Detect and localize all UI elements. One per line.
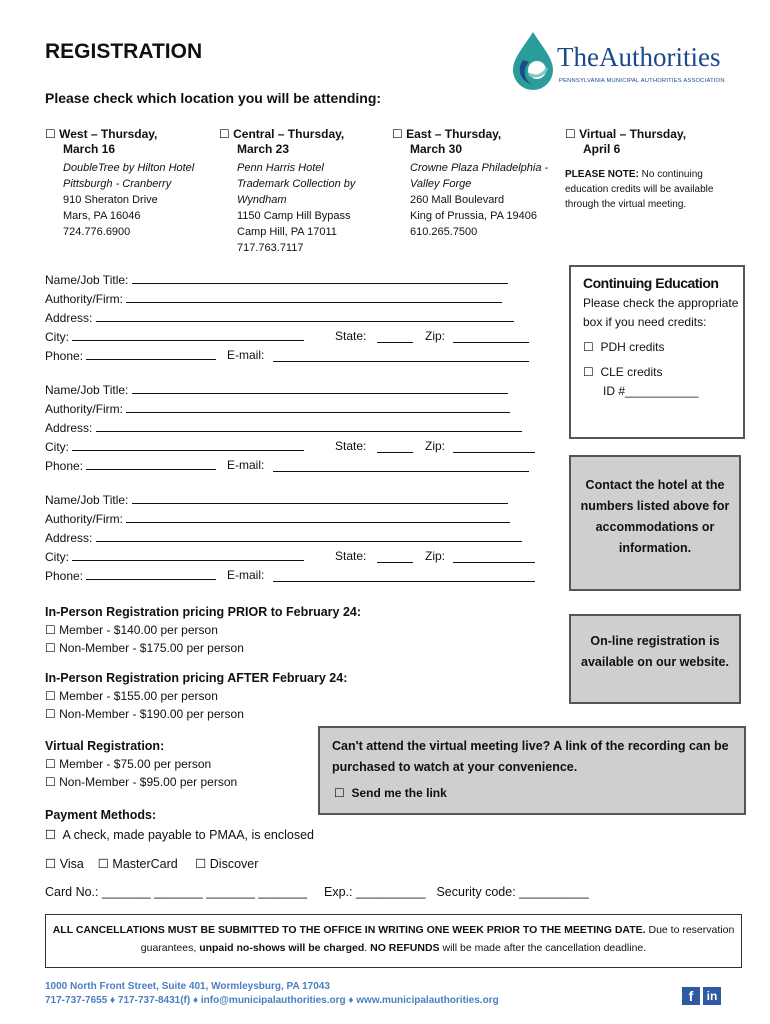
virtual-checkbox[interactable]: ☐ <box>565 127 576 141</box>
location-instruction: Please check which location you will be attending: <box>45 90 382 106</box>
city-label: City: <box>45 440 69 454</box>
location-east <box>392 127 562 240</box>
email-field[interactable] <box>273 348 529 362</box>
no-show-notice: unpaid no-shows will be charged <box>199 942 365 954</box>
pdh-label: PDH credits <box>600 340 665 354</box>
email-field[interactable] <box>273 568 535 582</box>
phone-label: Phone: <box>45 569 84 583</box>
authority-label: Authority/Firm: <box>45 402 124 416</box>
state-field[interactable] <box>377 439 413 453</box>
virtual-note: No continuing education credits will be available through the virtual meeting. <box>565 169 714 210</box>
central-hotel-sub2: Wyndham <box>237 194 287 206</box>
address-label: Address: <box>45 421 93 435</box>
continuing-education-box <box>569 265 745 439</box>
facebook-icon[interactable]: f <box>682 987 700 1005</box>
central-phone: 717.763.7117 <box>237 242 304 254</box>
ce-instructions: Please check the appropriate box if you need credits: <box>583 296 739 329</box>
zip-field[interactable] <box>453 329 529 343</box>
location-central <box>219 127 389 256</box>
location-virtual <box>565 127 740 212</box>
linkedin-icon[interactable]: in <box>703 987 721 1005</box>
address-field[interactable] <box>96 528 522 542</box>
address-label: Address: <box>45 531 93 545</box>
zip-field[interactable] <box>453 549 535 563</box>
central-hotel: Penn Harris Hotel <box>237 162 324 174</box>
phone-field[interactable] <box>86 346 216 360</box>
after-nonmember-label: Non-Member - $190.00 per person <box>59 707 244 721</box>
phone-field[interactable] <box>86 566 216 580</box>
prior-nonmember-label: Non-Member - $175.00 per person <box>59 641 244 655</box>
virtual-nonmember-checkbox[interactable]: ☐ <box>45 775 56 789</box>
email-label: E-mail: <box>227 458 265 472</box>
security-code-field[interactable]: Security code: __________ <box>436 885 589 899</box>
virtual-member-label: Member - $75.00 per person <box>59 757 212 771</box>
zip-label: Zip: <box>425 549 446 563</box>
name-label: Name/Job Title: <box>45 383 129 397</box>
central-hotel-sub: Trademark Collection by <box>237 178 356 190</box>
central-city: Camp Hill, PA 17011 <box>237 226 337 238</box>
payment-section <box>45 806 589 902</box>
zip-label: Zip: <box>425 329 446 343</box>
page-title: REGISTRATION <box>45 40 203 63</box>
check-label: A check, made payable to PMAA, is enclosed <box>62 828 315 842</box>
central-date: March 23 <box>237 142 290 156</box>
authority-field[interactable] <box>126 509 510 523</box>
authority-label: Authority/Firm: <box>45 292 124 306</box>
water-drop-icon <box>505 30 557 90</box>
logo-tagline: PENNSYLVANIA MUNICIPAL AUTHORITIES ASSOCIATION <box>559 78 725 84</box>
phone-label: Phone: <box>45 349 84 363</box>
state-field[interactable] <box>377 329 413 343</box>
cancellation-text-3: will be made after the cancellation deadline. <box>439 942 647 954</box>
cle-checkbox[interactable]: ☐ <box>583 365 594 379</box>
cancellation-policy: ALL CANCELLATIONS MUST BE SUBMITTED TO THE OFFICE IN WRITING ONE WEEK PRIOR TO THE MEETING DATE. <box>52 924 646 936</box>
footer-phone-email: 717-737-7655 ♦ 717-737-8431(f) ♦ info@municipalauthorities.org ♦ www.municipalauthorities.org <box>45 995 499 1006</box>
authority-field[interactable] <box>126 289 502 303</box>
attendee-form-1 <box>45 270 514 365</box>
discover-label: Discover <box>209 857 259 871</box>
send-link-checkbox[interactable]: ☐ <box>334 786 345 800</box>
authorities-logo <box>505 30 745 90</box>
logo-name: TheAuthorities <box>557 42 721 72</box>
east-phone: 610.265.7500 <box>410 226 478 238</box>
after-nonmember-checkbox[interactable]: ☐ <box>45 707 56 721</box>
west-checkbox[interactable]: ☐ <box>45 127 56 141</box>
name-label: Name/Job Title: <box>45 493 129 507</box>
phone-label: Phone: <box>45 459 84 473</box>
east-checkbox[interactable]: ☐ <box>392 127 403 141</box>
east-hotel: Crowne Plaza Philadelphia - <box>410 162 549 174</box>
attendee-form-3 <box>45 490 522 585</box>
after-pricing-heading: In-Person Registration pricing AFTER February 24: <box>45 671 348 685</box>
cle-label: CLE credits <box>600 365 663 379</box>
central-checkbox[interactable]: ☐ <box>219 127 230 141</box>
prior-nonmember-checkbox[interactable]: ☐ <box>45 641 56 655</box>
zip-label: Zip: <box>425 439 446 453</box>
hotel-contact-box: Contact the hotel at the numbers listed above for accommodations or information. <box>569 455 741 591</box>
state-label: State: <box>335 329 367 343</box>
address-label: Address: <box>45 311 93 325</box>
authority-label: Authority/Firm: <box>45 512 124 526</box>
central-label: Central – Thursday, <box>233 127 345 141</box>
state-label: State: <box>335 549 367 563</box>
state-field[interactable] <box>377 549 413 563</box>
email-label: E-mail: <box>227 568 265 582</box>
footer-address: 1000 North Front Street, Suite 401, Wormleysburg, PA 17043 <box>45 981 330 992</box>
city-field[interactable] <box>72 327 304 341</box>
prior-member-label: Member - $140.00 per person <box>59 623 218 637</box>
authority-field[interactable] <box>126 399 510 413</box>
virtual-member-checkbox[interactable]: ☐ <box>45 757 56 771</box>
after-member-checkbox[interactable]: ☐ <box>45 689 56 703</box>
west-date: March 16 <box>63 142 116 156</box>
state-label: State: <box>335 439 367 453</box>
cancellation-text-1: Due to reservation guarantees, <box>140 924 735 954</box>
city-label: City: <box>45 550 69 564</box>
name-field[interactable] <box>132 490 508 504</box>
west-street: 910 Sheraton Drive <box>63 194 158 206</box>
west-hotel-sub: Pittsburgh - Cranberry <box>63 178 172 190</box>
virtual-nonmember-label: Non-Member - $95.00 per person <box>59 775 238 789</box>
mastercard-checkbox[interactable]: ☐ <box>97 856 109 871</box>
ce-heading: Continuing Education <box>583 275 719 291</box>
visa-checkbox[interactable]: ☐ <box>45 856 57 871</box>
zip-field[interactable] <box>453 439 535 453</box>
name-field[interactable] <box>132 270 508 284</box>
virtual-note-label: PLEASE NOTE: <box>565 169 639 180</box>
cancellation-text-2: . <box>364 942 371 954</box>
name-field[interactable] <box>132 380 508 394</box>
east-label: East – Thursday, <box>406 127 502 141</box>
city-field[interactable] <box>72 547 304 561</box>
east-city: King of Prussia, PA 19406 <box>410 210 537 222</box>
virtual-label: Virtual – Thursday, <box>579 127 687 141</box>
east-street: 260 Mall Boulevard <box>410 194 505 206</box>
after-member-label: Member - $155.00 per person <box>59 689 218 703</box>
check-checkbox[interactable]: ☐ <box>45 827 57 842</box>
address-field[interactable] <box>96 308 514 322</box>
virtual-date: April 6 <box>583 142 621 156</box>
west-label: West – Thursday, <box>59 127 158 141</box>
payment-heading: Payment Methods: <box>45 808 157 822</box>
cle-id-field[interactable]: ID #___________ <box>603 384 699 398</box>
mastercard-label: MasterCard <box>112 857 178 871</box>
pricing-section <box>45 603 361 791</box>
city-field[interactable] <box>72 437 304 451</box>
virtual-recording-text: Can't attend the virtual meeting live? A link of the recording can be purchased to watch at your convenience. <box>332 739 729 774</box>
footer-contact <box>45 980 499 1008</box>
west-phone: 724.776.6900 <box>63 226 131 238</box>
visa-label: Visa <box>59 857 84 871</box>
expiration-field[interactable]: Exp.: __________ <box>324 885 426 899</box>
virtual-recording-box <box>318 726 746 815</box>
location-west <box>45 127 215 240</box>
central-street: 1150 Camp Hill Bypass <box>237 210 351 222</box>
cancellation-notice <box>45 914 742 968</box>
east-date: March 30 <box>410 142 463 156</box>
attendee-form-2 <box>45 380 522 475</box>
prior-member-checkbox[interactable]: ☐ <box>45 623 56 637</box>
address-field[interactable] <box>96 418 522 432</box>
west-hotel: DoubleTree by Hilton Hotel <box>63 162 195 174</box>
discover-checkbox[interactable]: ☐ <box>195 856 207 871</box>
send-link-label: Send me the link <box>351 786 447 800</box>
west-city: Mars, PA 16046 <box>63 210 141 222</box>
online-registration-box: On-line registration is available on our website. <box>569 614 741 704</box>
east-hotel-sub: Valley Forge <box>410 178 472 190</box>
pdh-checkbox[interactable]: ☐ <box>583 340 594 354</box>
phone-field[interactable] <box>86 456 216 470</box>
email-field[interactable] <box>273 458 529 472</box>
name-label: Name/Job Title: <box>45 273 129 287</box>
prior-pricing-heading: In-Person Registration pricing PRIOR to February 24: <box>45 605 362 619</box>
city-label: City: <box>45 330 69 344</box>
virtual-pricing-heading: Virtual Registration: <box>45 739 165 753</box>
email-label: E-mail: <box>227 348 265 362</box>
no-refunds-notice: NO REFUNDS <box>370 942 440 954</box>
card-number-field[interactable]: Card No.: _______ _______ _______ _______ <box>45 885 308 899</box>
